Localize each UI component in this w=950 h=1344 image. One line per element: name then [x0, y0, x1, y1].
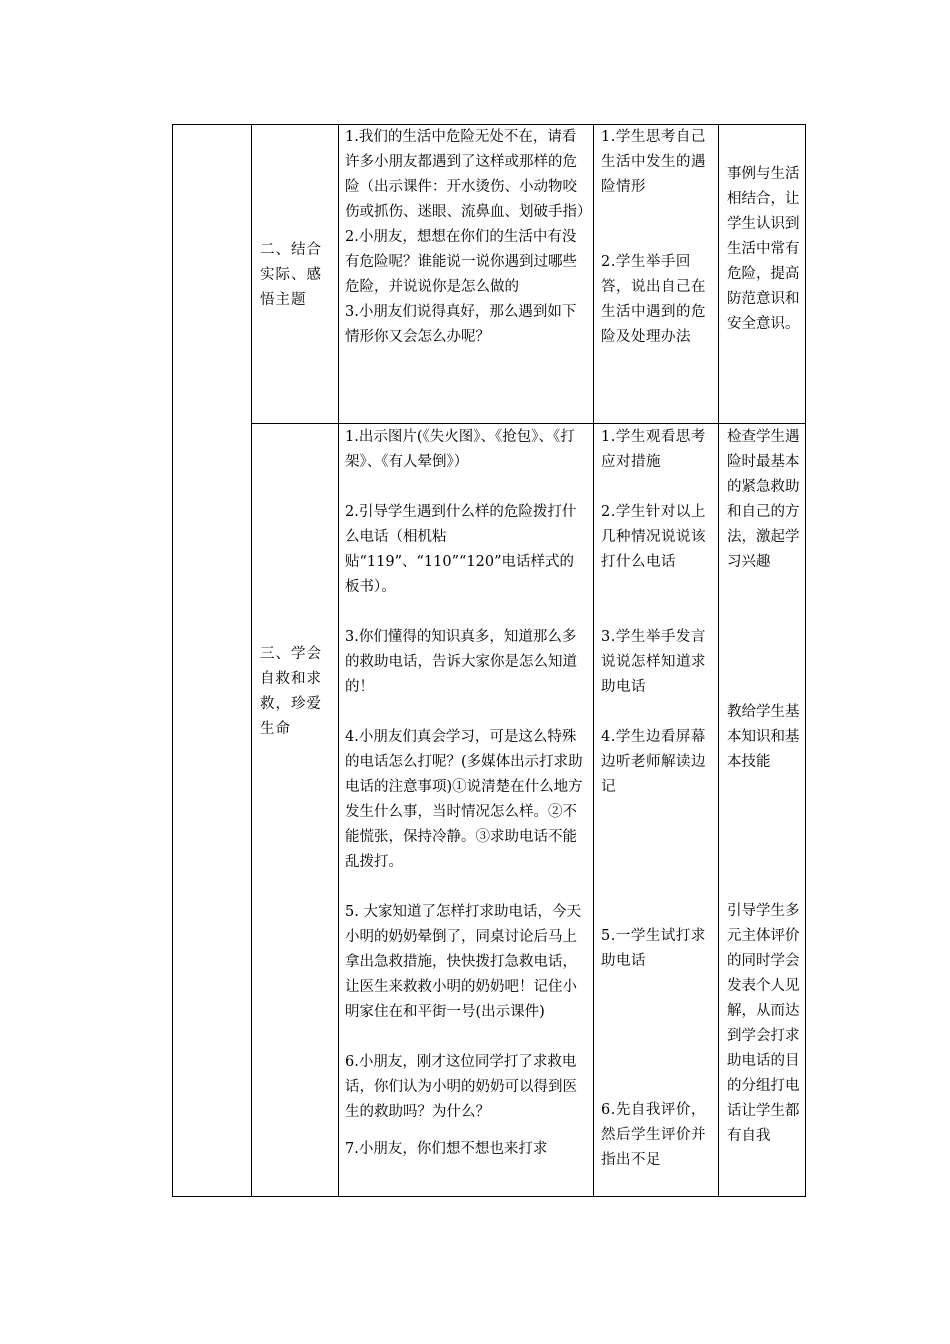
student-step: 6.先自我评价，然后学生评价并指出不足 [601, 1102, 706, 1168]
student-step: 3.学生举手发言说说怎样知道求助电话 [601, 629, 706, 695]
student-step: 2.学生针对以上几种情况说说该打什么电话 [601, 504, 706, 570]
column-divider [593, 125, 594, 1196]
teacher-step: 1.我们的生活中危险无处不在，请看许多小朋友都遇到了这样或那样的危险（出示课件：开水烫伤、小动物咬伤或抓伤、迷眼、流鼻血、划破手指） [345, 129, 592, 220]
teacher-step: 4.小朋友们真会学习，可是这么特殊的电话怎么打呢？(多媒体出示打求助电话的注意事项)①说清楚在什么地方发生什么事，当时情况怎么样。②不能慌张，保持冷静。③求助电话不能乱拨打。 [345, 729, 583, 870]
teacher-step: 1.出示图片(《失火图》、《抢包》、《打架》、《有人晕倒》） [345, 429, 575, 470]
student-step: 4.学生边看屏幕边听老师解读边记 [601, 729, 706, 795]
student-step: 1.学生观看思考应对措施 [601, 429, 706, 470]
design-intent: 检查学生遇险时最基本的紧急救助和自己的方法，激起学习兴趣 [727, 429, 800, 570]
student-activities [601, 250, 713, 350]
teacher-step: 2.引导学生遇到什么样的危险拨打什么电话（相机粘贴“119”、“110”“120”电话样式的板书）。 [345, 504, 577, 595]
column-divider [718, 125, 719, 1196]
teacher-step: 5. 大家知道了怎样打求助电话，今天小明的奶奶晕倒了，同桌讨论后马上拿出急救措施，快快拨打急救电话，让医生来救救小明的奶奶吧！记住小明家住在和平街一号(出示课件) [345, 904, 581, 1020]
teacher-step: 6.小朋友，刚才这位同学打了求救电话，你们认为小明的奶奶可以得到医生的救助吗？为什么？ [345, 1054, 577, 1120]
teacher-activities [345, 125, 592, 350]
student-step: 1.学生思考自己生活中发生的遇险情形 [601, 129, 706, 195]
student-step: 2.学生举手回答，说出自己在生活中遇到的危险及处理办法 [601, 254, 706, 345]
student-step: 5.一学生试打求助电话 [601, 928, 706, 969]
design-intent: 事例与生活相结合，让学生认识到生活中常有危险，提高防范意识和安全意识。 [727, 166, 800, 332]
teacher-step: 2.小朋友，想想在你们的生活中有没有危险呢？谁能说一说你遇到过哪些危险，并说说你是怎么做的 [345, 229, 577, 295]
teacher-activities [345, 425, 587, 1162]
column-divider [251, 125, 252, 1196]
student-activities [601, 125, 713, 200]
teacher-step: 3.小朋友们说得真好，那么遇到如下情形你又会怎么办呢？ [345, 304, 577, 345]
lesson-plan-table [172, 124, 806, 1197]
section-title: 二、结合实际、感悟主题 [260, 242, 322, 308]
design-intent: 引导学生多元主体评价的同时学会发表个人见解，从而达到学会打求助电话的目的分组打电话让学生都有自我 [727, 903, 800, 1144]
row-divider [251, 423, 805, 424]
teacher-step: 3.你们懂得的知识真多，知道那么多的救助电话，告诉大家你是怎么知道的！ [345, 629, 577, 695]
design-intent: 教给学生基本知识和基本技能 [727, 704, 800, 770]
teacher-step: 7.小朋友，你们想不想也来打求 [345, 1141, 548, 1157]
section-title: 三、学会自救和求救，珍爱生命 [260, 646, 322, 737]
column-divider [338, 125, 339, 1196]
